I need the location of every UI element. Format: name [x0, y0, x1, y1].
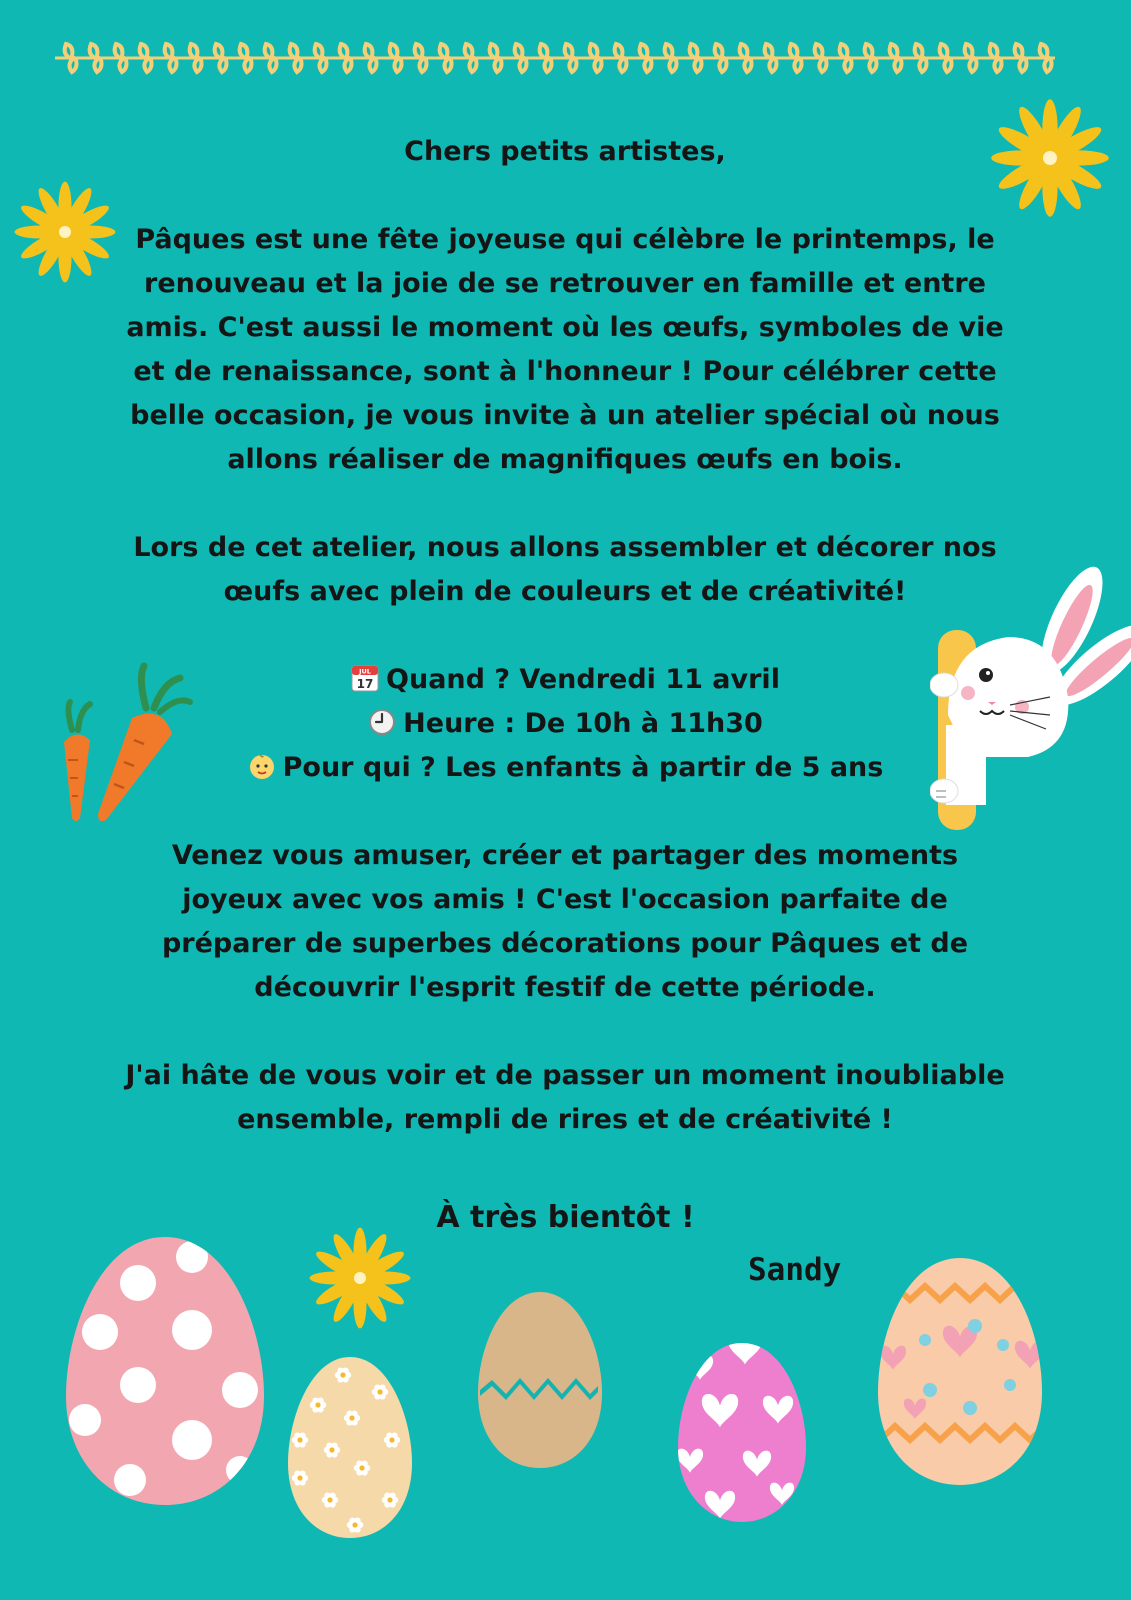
garland-leaf: [215, 44, 227, 72]
signature: Sandy: [748, 1252, 842, 1288]
clock-icon: [367, 707, 397, 737]
daisy: [377, 1389, 382, 1394]
garland-leaf: [640, 44, 652, 72]
garland-leaf: [415, 44, 427, 72]
daisy: [349, 1415, 354, 1420]
garland-leaf: [990, 44, 1002, 72]
garland-leaf: [615, 44, 627, 72]
garland-leaf: [665, 44, 677, 72]
paragraph-workshop: Lors de cet atelier, nous allons assembler et décorer nos œufs avec plein de couleurs et de créativité!: [133, 532, 997, 607]
garland-leaf: [265, 44, 277, 72]
baby-icon: [247, 751, 277, 781]
garland-leaf: [815, 44, 827, 72]
easter-egg-icon: [478, 1292, 602, 1468]
garland-leaf: [365, 44, 377, 72]
daisy: [329, 1447, 334, 1452]
garland-leaf: [190, 44, 202, 72]
garland-leaf: [315, 44, 327, 72]
svg-text:17: 17: [356, 677, 374, 691]
garland-leaf: [340, 44, 352, 72]
closing-line: À très bientôt !: [436, 1200, 695, 1235]
garland-leaf: [540, 44, 552, 72]
daisy: [389, 1437, 394, 1442]
garland-icon: [50, 30, 1080, 80]
garland-leaf: [890, 44, 902, 72]
garland-leaf: [940, 44, 952, 72]
garland-leaf: [915, 44, 927, 72]
paragraph-intro: Pâques est une fête joyeuse qui célèbre le printemps, le renouveau et la joie de se retrouver en famille et entre amis. C'est aussi le moment où les œufs, symboles de vie et de renaissance, sont à l'honneur ! Pour célébrer cette belle occasion, je vous invite à un atelier spécial où nous allons réaliser de magnifiques œufs en bois.: [126, 224, 1004, 475]
garland-leaf: [465, 44, 477, 72]
svg-text:JUL: JUL: [359, 667, 371, 676]
garland-leaf: [690, 44, 702, 72]
daisy: [387, 1497, 392, 1502]
garland-leaf: [240, 44, 252, 72]
garland-leaf: [65, 44, 77, 72]
daisy: [340, 1372, 345, 1377]
detail-when: [90, 658, 1040, 702]
calendar-icon: [350, 663, 380, 693]
letter-body: [90, 130, 1040, 1142]
garland-leaf: [515, 44, 527, 72]
garland-leaf: [715, 44, 727, 72]
easter-egg-icon: [66, 1237, 264, 1505]
easter-egg-icon: [878, 1258, 1045, 1485]
garland-leaf: [390, 44, 402, 72]
garland-leaf: [90, 44, 102, 72]
garland-leaf: [790, 44, 802, 72]
daisy: [297, 1437, 302, 1442]
garland-leaf: [565, 44, 577, 72]
garland-leaf: [490, 44, 502, 72]
garland-leaf: [1015, 44, 1027, 72]
daisy: [315, 1402, 320, 1407]
garland-leaf: [165, 44, 177, 72]
detail-time-text: Heure : De 10h à 11h30: [403, 708, 763, 739]
paragraph-looking-forward: J'ai hâte de vous voir et de passer un moment inoubliable ensemble, rempli de rires et de créativité !: [125, 1060, 1005, 1135]
garland-leaf: [440, 44, 452, 72]
paragraph-invite: Venez vous amuser, créer et partager des moments joyeux avec vos amis ! C'est l'occasion parfaite de préparer de superbes décorations pour Pâques et de découvrir l'esprit festif de cette période.: [161, 840, 969, 1003]
detail-who: [90, 746, 1040, 790]
detail-time: [90, 702, 1040, 746]
garland-leaf: [1040, 44, 1052, 72]
greeting: Chers petits artistes,: [404, 136, 726, 167]
daisy: [352, 1522, 357, 1527]
easter-egg-icon: [677, 1333, 806, 1522]
detail-who-text: Pour qui ? Les enfants à partir de 5 ans: [282, 752, 884, 783]
daisy: [327, 1497, 332, 1502]
garland-leaf: [965, 44, 977, 72]
easter-eggs: [0, 1225, 1131, 1600]
daisy: [297, 1475, 302, 1480]
garland-leaf: [140, 44, 152, 72]
garland-leaf: [865, 44, 877, 72]
garland-leaf: [590, 44, 602, 72]
detail-when-text: Quand ? Vendredi 11 avril: [386, 664, 780, 695]
garland-leaf: [115, 44, 127, 72]
daisy: [359, 1465, 364, 1470]
garland-leaf: [840, 44, 852, 72]
garland-leaf: [765, 44, 777, 72]
garland-leaf: [290, 44, 302, 72]
easter-egg-icon: [288, 1357, 412, 1538]
garland-leaf: [740, 44, 752, 72]
